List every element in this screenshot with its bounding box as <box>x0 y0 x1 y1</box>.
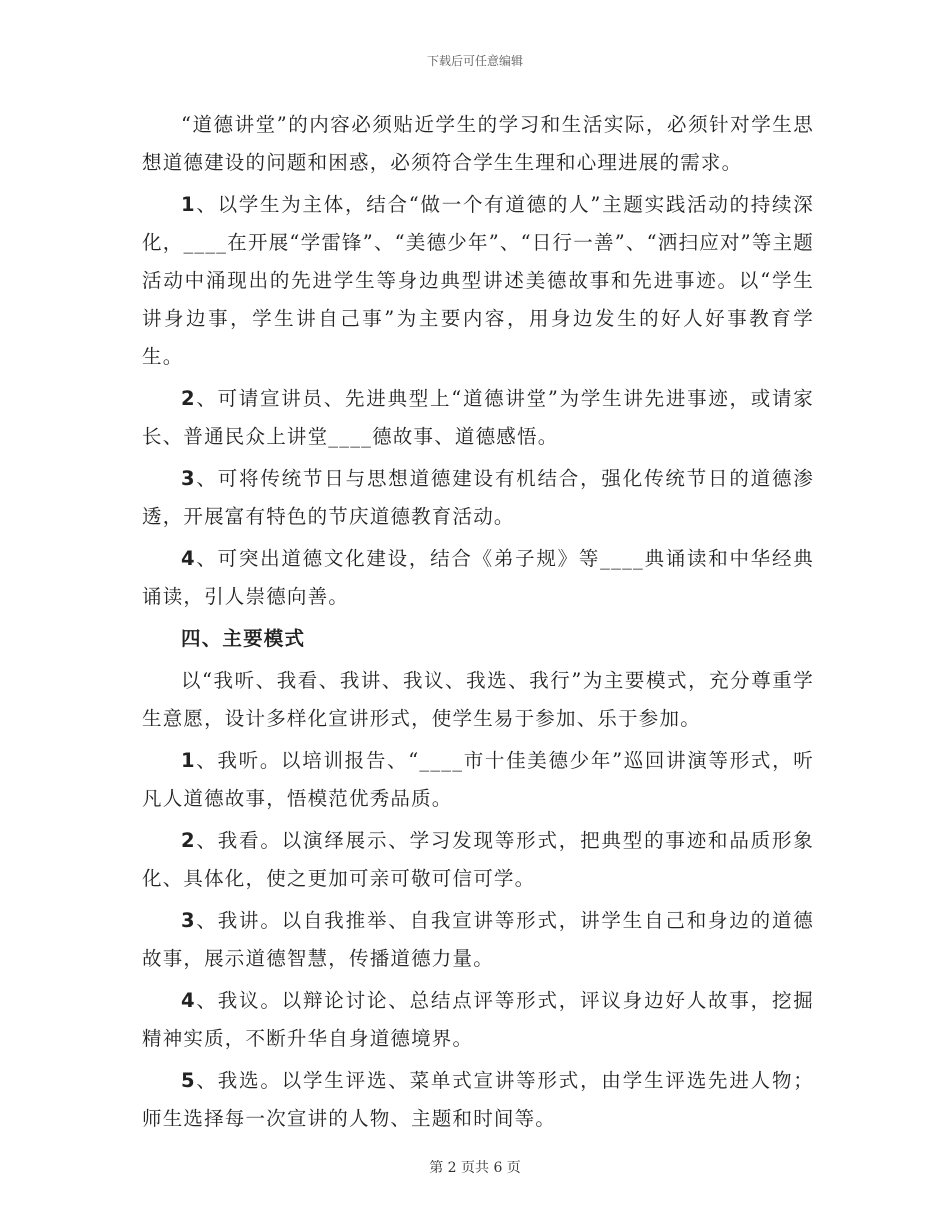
paragraph-mode-1 <box>142 742 814 818</box>
paragraph-text: 、以学生为主体，结合“做一个有道德的人”主题实践活动的持续深化，____在开展“学雷锋”、“美德少年”、“日行一善”、“洒扫应对”等主题活动中涌现出的先进学生等身边典型讲述美德故事和先进事迹。以“学生讲身边事，学生讲自己事”为主要内容，用身边发生的好人好事教育学生。 <box>142 193 814 368</box>
paragraph-text: 、我听。以培训报告、“____市十佳美德少年”巡回讲演等形式，听凡人道德故事，悟模范优秀品质。 <box>142 749 814 810</box>
item-number: 2 <box>181 387 196 410</box>
header-note: 下载后可任意编辑 <box>426 54 523 68</box>
paragraph-item-3 <box>142 460 814 536</box>
item-number: 3 <box>181 467 196 490</box>
paragraph-mode-5 <box>142 1062 814 1138</box>
paragraph-text: 、我讲。以自我推举、自我宣讲等形式，讲学生自己和身边的道德故事，展示道德智慧，传播道德力量。 <box>142 909 814 970</box>
paragraph-text: 、我看。以演绎展示、学习发现等形式，把典型的事迹和品质形象化、具体化，使之更加可亲可敬可信可学。 <box>142 829 814 890</box>
item-number: 1 <box>181 749 196 772</box>
item-number: 5 <box>181 1069 196 1092</box>
paragraph-text: 、我议。以辩论讨论、总结点评等形式，评议身边好人故事，挖掘精神实质，不断升华自身道德境界。 <box>142 989 814 1050</box>
paragraph-text: “道德讲堂”的内容必须贴近学生的学习和生活实际，必须针对学生思想道德建设的问题和困惑，必须符合学生生理和心理进展的需求。 <box>142 113 814 174</box>
paragraph-text: 、可将传统节日与思想道德建设有机结合，强化传统节日的道德渗透，开展富有特色的节庆道德教育活动。 <box>142 467 814 528</box>
paragraph-mode-3 <box>142 902 814 978</box>
item-number: 4 <box>181 547 196 570</box>
paragraph-item-4 <box>142 540 814 616</box>
item-number: 2 <box>181 829 196 852</box>
item-number: 1 <box>181 193 196 216</box>
page-number: 第 2 页共 6 页 <box>429 1160 521 1176</box>
item-number: 4 <box>181 989 196 1012</box>
paragraph-mode-intro <box>142 662 814 738</box>
paragraph-item-2 <box>142 380 814 456</box>
paragraph-text: 、可突出道德文化建设，结合《弟子规》等____典诵读和中华经典诵读，引人崇德向善。 <box>142 547 814 608</box>
section-heading: 四、主要模式 <box>181 627 306 650</box>
paragraph-text: 、可请宣讲员、先进典型上“道德讲堂”为学生讲先进事迹，或请家长、普通民众上讲堂____德故事、道德感悟。 <box>142 387 814 448</box>
paragraph-mode-2 <box>142 822 814 898</box>
paragraph-mode-4 <box>142 982 814 1058</box>
paragraph-text: 、我选。以学生评选、菜单式宣讲等形式，由学生评选先进人物；师生选择每一次宣讲的人物、主题和时间等。 <box>142 1069 814 1130</box>
paragraph-item-1 <box>142 186 814 376</box>
document-body <box>142 106 814 1142</box>
item-number: 3 <box>181 909 196 932</box>
paragraph-intro <box>142 106 814 182</box>
paragraph-text: 以“我听、我看、我讲、我议、我选、我行”为主要模式，充分尊重学生意愿，设计多样化宣讲形式，使学生易于参加、乐于参加。 <box>142 669 814 730</box>
